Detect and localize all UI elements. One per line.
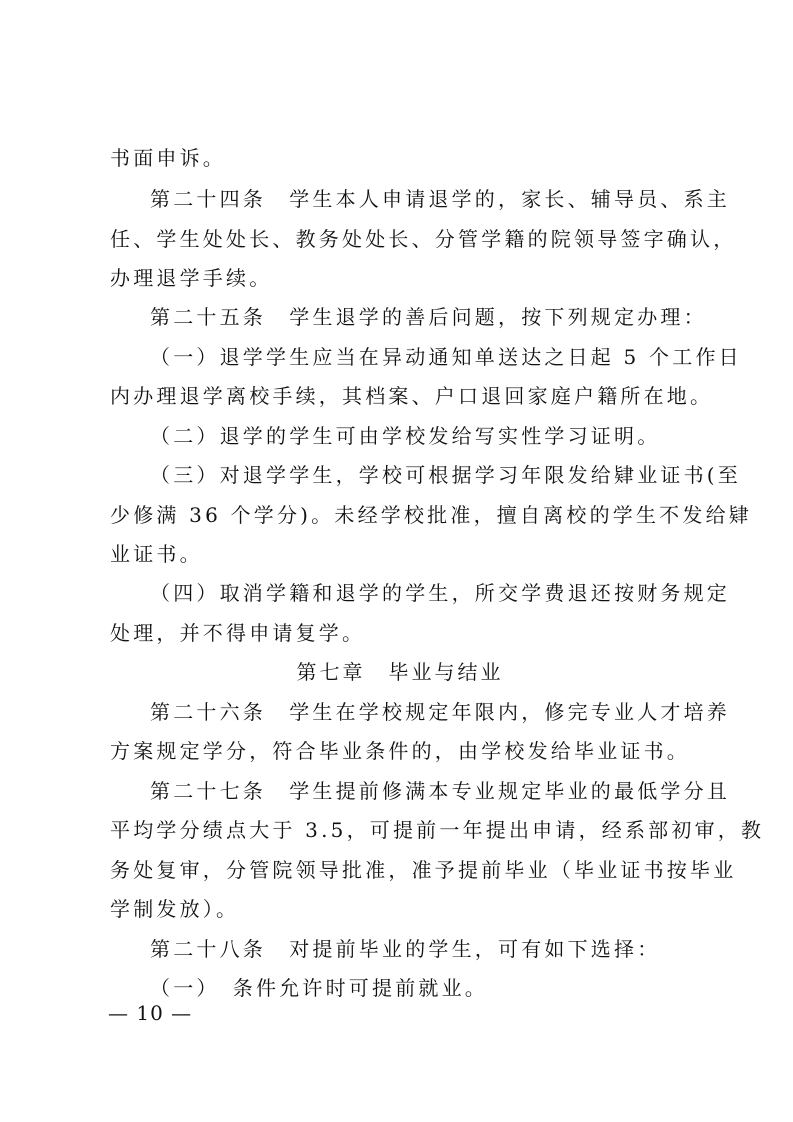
text-line: 内办理退学离校手续，其档案、户口退回家庭户籍所在地。 xyxy=(110,384,714,408)
text-line: 学制发放）。 xyxy=(110,897,240,921)
text-line: 书面申诉。 xyxy=(110,146,226,170)
list-item-line: （三）对退学学生，学校可根据学习年限发给肄业证书(至 xyxy=(150,463,742,487)
list-item-line: （二）退学的学生可由学校发给写实性学习证明。 xyxy=(150,424,661,448)
list-item-line: （一） 条件允许时可提前就业。 xyxy=(150,976,488,1000)
article-26-heading-line: 第二十六条 学生在学校规定年限内，修完专业人才培养 xyxy=(150,700,730,724)
article-25-heading-line: 第二十五条 学生退学的善后问题，按下列规定办理： xyxy=(150,305,707,329)
text-line: 办理退学手续。 xyxy=(110,266,273,290)
article-24-heading-line: 第二十四条 学生本人申请退学的，家长、辅导员、系主 xyxy=(150,187,730,211)
list-item-line: （一）退学学生应当在异动通知单送达之日起 5 个工作日 xyxy=(150,345,742,369)
page-number: — 10 — xyxy=(108,1001,193,1025)
article-27-heading-line: 第二十七条 学生提前修满本专业规定毕业的最低学分且 xyxy=(150,779,730,803)
list-item-line: （四）取消学籍和退学的学生，所交学费退还按财务规定 xyxy=(150,581,730,605)
text-line: 务处复审，分管院领导批准，准予提前毕业（毕业证书按毕业 xyxy=(110,858,737,882)
text-line: 处理，并不得申请复学。 xyxy=(110,621,366,645)
text-line: 平均学分绩点大于 3.5，可提前一年提出申请，经系部初审，教 xyxy=(110,818,765,842)
article-28-heading-line: 第二十八条 对提前毕业的学生，可有如下选择： xyxy=(150,937,661,961)
chapter-title: 第七章 毕业与结业 xyxy=(296,660,504,684)
text-line: 任、学生处处长、教务处处长、分管学籍的院领导签字确认， xyxy=(110,227,737,251)
text-line: 方案规定学分，符合毕业条件的，由学校发给毕业证书。 xyxy=(110,739,690,763)
text-line: 业证书。 xyxy=(110,542,203,566)
text-line: 少修满 36 个学分)。未经学校批准，擅自离校的学生不发给肄 xyxy=(110,503,752,527)
